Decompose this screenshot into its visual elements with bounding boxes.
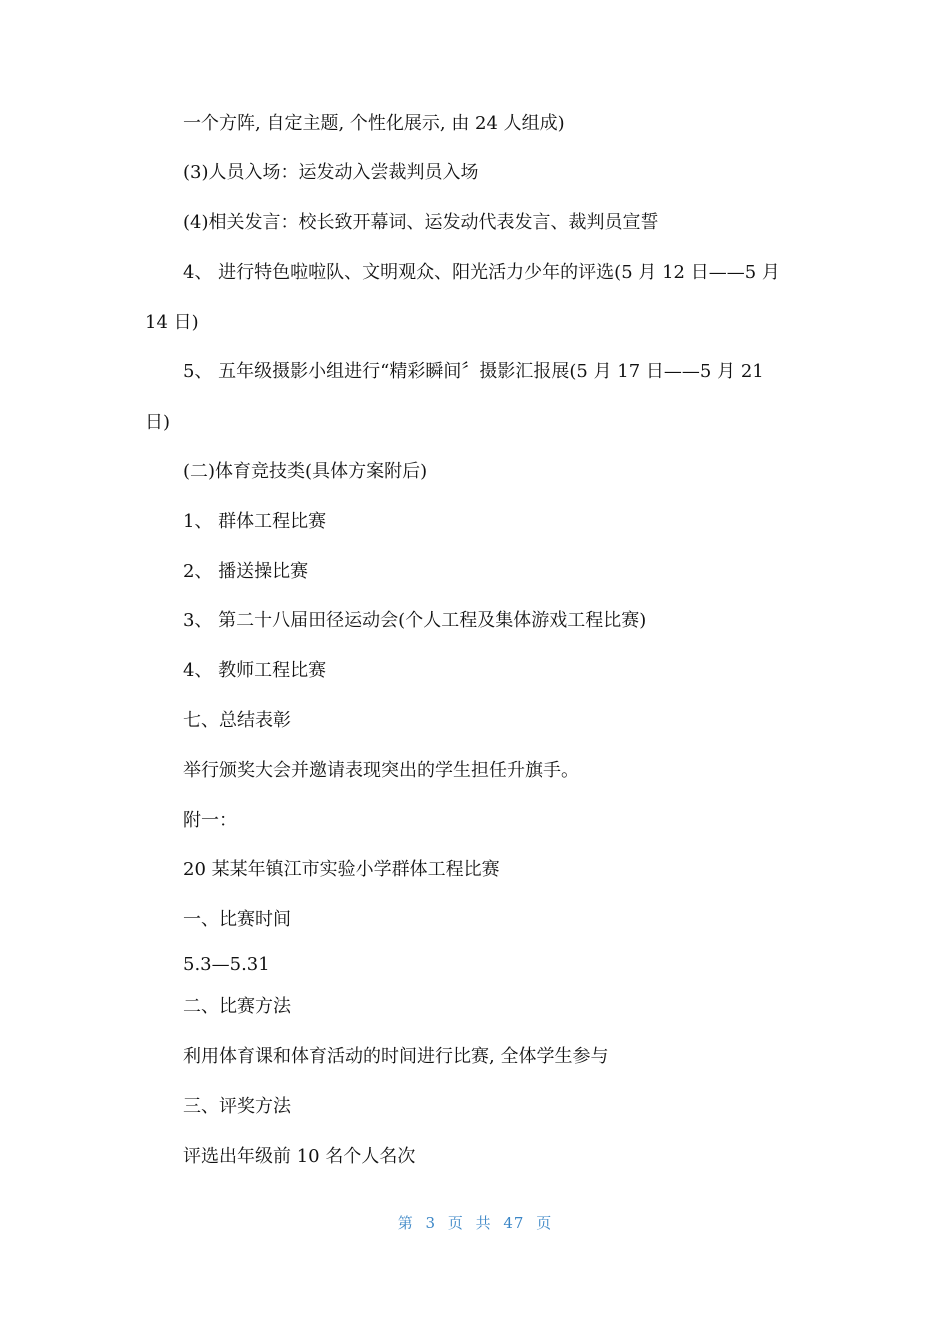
list-item: 1、 群体工程比赛 <box>183 511 327 532</box>
text-line: 举行颁奖大会并邀请表现突出的学生担任升旗手。 <box>183 760 579 781</box>
section-heading: 二、比赛方法 <box>183 996 291 1017</box>
text-line: 5.3—5.31 <box>183 954 270 975</box>
section-heading: 三、评奖方法 <box>183 1096 291 1117</box>
text-line: 一个方阵, 自定主题, 个性化展示, 由 24 人组成) <box>183 113 565 134</box>
text-line: (3)人员入场：运发动入尝裁判员入场 <box>183 162 479 183</box>
appendix-title: 20 某某年镇江市实验小学群体工程比赛 <box>183 859 500 880</box>
text-line: (4)相关发言：校长致开幕词、运发动代表发言、裁判员宣誓 <box>183 212 659 233</box>
section-heading: 七、总结表彰 <box>183 710 291 731</box>
page-number-footer: 第 3 页 共 47 页 <box>397 1214 553 1232</box>
text-line: 评选出年级前 10 名个人名次 <box>183 1146 416 1167</box>
text-line: 14 日) <box>145 312 199 333</box>
list-item: 3、 第二十八届田径运动会(个人工程及集体游戏工程比赛) <box>183 610 647 631</box>
appendix-label: 附一： <box>183 810 237 831</box>
text-line: 5、 五年级摄影小组进行“精彩瞬间〞摄影汇报展(5 月 17 日——5 月 21 <box>183 361 764 382</box>
list-item: 2、 播送操比赛 <box>183 561 309 582</box>
list-item: 4、 教师工程比赛 <box>183 660 327 681</box>
text-line: 4、 进行特色啦啦队、文明观众、阳光活力少年的评选(5 月 12 日——5 月 <box>183 262 780 283</box>
section-heading: (二)体育竞技类(具体方案附后) <box>183 461 428 482</box>
section-heading: 一、比赛时间 <box>183 909 291 930</box>
text-line: 日) <box>145 412 171 433</box>
text-line: 利用体育课和体育活动的时间进行比赛, 全体学生参与 <box>183 1046 609 1067</box>
